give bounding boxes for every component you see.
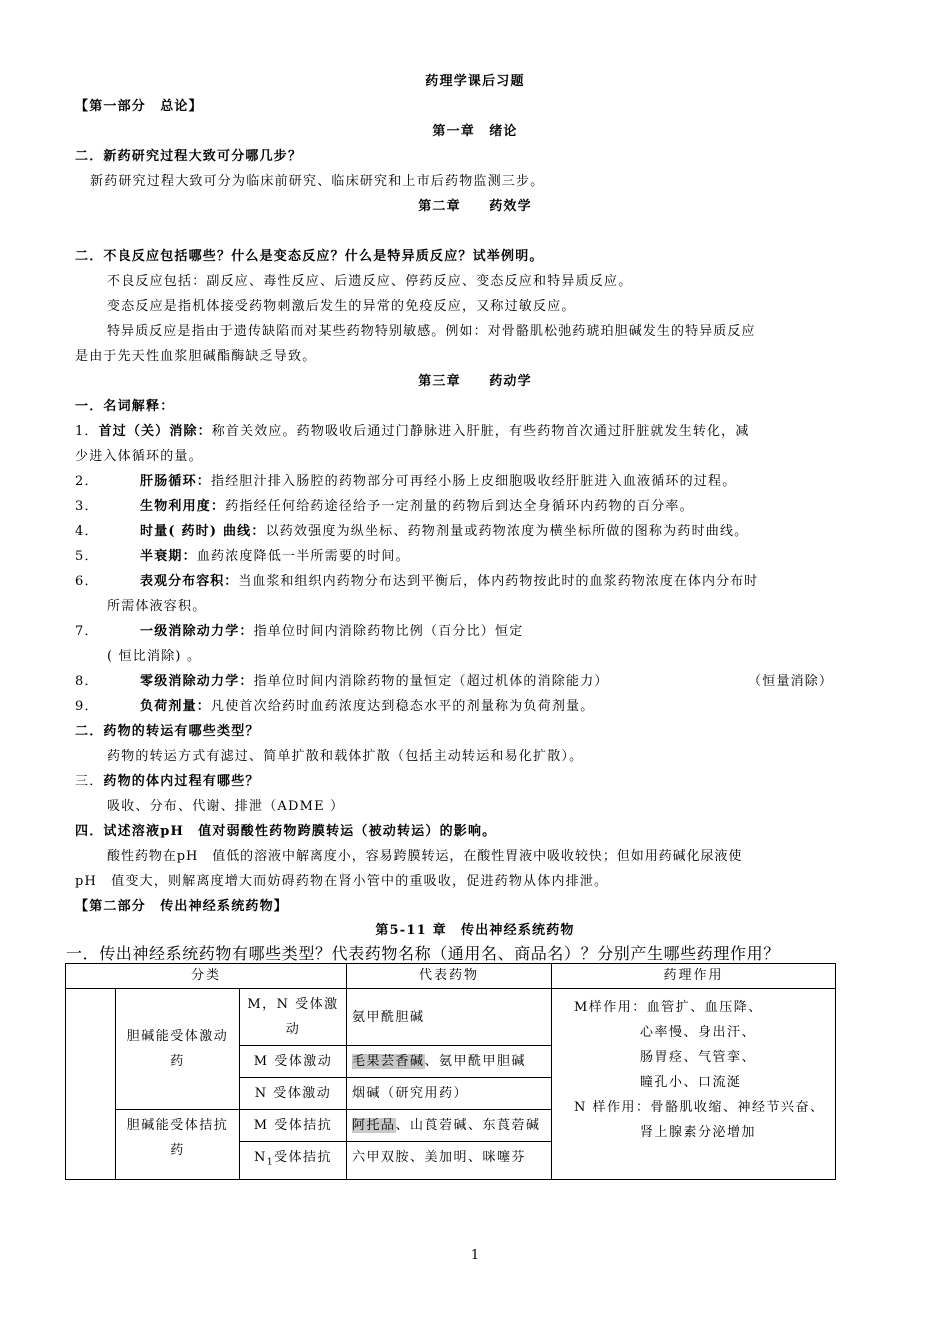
term-number: 4． (75, 524, 99, 539)
empty-category-cell (66, 989, 116, 1180)
effect-line: 肾上腺素分泌增加 (640, 1125, 757, 1140)
term-item (75, 423, 749, 441)
drug-cell: 氨甲酰胆碱 (347, 989, 552, 1046)
subtype-cell: M 受体激动 (240, 1046, 347, 1078)
term-definition-continued: 所需体液容积。 (107, 599, 207, 614)
term-number: 6． (75, 574, 99, 589)
term-name: 时量( 药时) 曲线： (140, 524, 266, 539)
term-definition: 凡使首次给药时血药浓度达到稳态水平的剂量称为负荷剂量。 (211, 699, 595, 714)
term-number: 1． (75, 424, 99, 439)
term-definition: 指单位时间内消除药物比例（百分比）恒定 (253, 624, 524, 639)
effect-cell (552, 989, 836, 1180)
term-number: 3． (75, 499, 99, 514)
drug-names: 、山莨菪碱、东莨菪碱 (395, 1118, 541, 1133)
highlighted-drug: 阿托品 (352, 1118, 396, 1133)
term-definition: 指经胆汁排入肠腔的药物部分可再经小肠上皮细胞吸收经肝脏进入血液循环的过程。 (211, 474, 737, 489)
term-definition: 药指经任何给药途径给予一定剂量的药物后到达全身循环内药物的百分率。 (225, 499, 694, 514)
term-name: 生物利用度： (140, 499, 226, 514)
answer: 变态反应是指机体接受药物刺激后发生的异常的免疫反应，又称过敏反应。 (107, 299, 576, 314)
term-definition: 称首关效应。药物吸收后通过门静脉进入肝脏，有些药物首次通过肝脏就发生转化，减 (211, 424, 750, 439)
chapter-title: 第一章 绪论 (432, 124, 518, 139)
effect-line: 肠胃痉、气管挛、 (640, 1050, 757, 1065)
term-number: 5． (75, 549, 99, 564)
effect-line: M样作用：血管扩、血压降、 (574, 1000, 763, 1015)
answer: 新药研究过程大致可分为临床前研究、临床研究和上市后药物监测三步。 (90, 174, 545, 189)
question-number: 三． (75, 774, 104, 789)
column-header: 药理作用 (552, 964, 836, 989)
term-number: 2． (75, 474, 99, 489)
table-header-row (66, 964, 836, 989)
term-item (140, 473, 736, 491)
drug-cell (347, 1110, 552, 1142)
question: 二．药物的转运有哪些类型？ (75, 724, 260, 739)
drug-cell (347, 1046, 552, 1078)
subtype-cell (240, 1142, 347, 1180)
part-heading: 【第二部分 传出神经系统药物】 (75, 899, 289, 914)
term-note: （恒量消除） (748, 674, 834, 689)
term-item (140, 623, 523, 641)
answer-continued: 是由于先天性血浆胆碱酯酶缺乏导致。 (75, 349, 317, 364)
term-item (140, 498, 694, 516)
question: 二．不良反应包括哪些？什么是变态反应？什么是特异质反应？试举例明。 (75, 249, 544, 264)
term-name: 肝肠循环： (140, 474, 212, 489)
answer: 药物的转运方式有滤过、简单扩散和载体扩散（包括主动转运和易化扩散）。 (107, 749, 584, 764)
question: 四．试述溶液pH 值对弱酸性药物跨膜转运（被动转运）的影响。 (75, 824, 497, 839)
effect-line: N 样作用：骨骼肌收缩、神经节兴奋、 (574, 1100, 825, 1115)
highlighted-drug: 毛果芸香碱 (352, 1054, 425, 1069)
section-heading: 一．名词解释： (75, 399, 175, 414)
term-name: 零级消除动力学： (140, 674, 254, 689)
drug-cell: 烟碱（研究用药） (347, 1078, 552, 1110)
term-definition: 以药效强度为纵坐标、药物剂量或药物浓度为横坐标所做的图称为药时曲线。 (265, 524, 749, 539)
drug-classification-table (65, 963, 836, 1180)
term-name: 首过（关）消除： (98, 424, 212, 439)
drug-cell: 六甲双胺、美加明、咪噻芬 (347, 1142, 552, 1180)
chapter-title: 第5-11 章 传出神经系统药物 (375, 923, 575, 938)
subtype-cell: N 受体激动 (240, 1078, 347, 1110)
term-number: 8． (75, 674, 99, 689)
table-row (66, 989, 836, 1046)
subtype-cell: M，N 受体激动 (240, 989, 347, 1046)
term-item (140, 548, 410, 566)
answer: 特异质反应是指由于遗传缺陷而对某些药物特别敏感。例如：对骨骼肌松弛药琥珀胆碱发生的特异质反应 (107, 324, 756, 339)
term-definition: 指单位时间内消除药物的量恒定（超过机体的消除能力） (253, 674, 609, 689)
answer-continued: pH 值变大，则解离度增大而妨碍药物在肾小管中的重吸收，促进药物从体内排泄。 (75, 874, 609, 889)
receptor-symbol: N (253, 1150, 267, 1165)
term-name: 表观分布容积： (140, 574, 239, 589)
answer: 酸性药物在pH 值低的溶液中解离度小，容易跨膜转运，在酸性胃液中吸收较快；但如用药碱化尿液使 (107, 849, 743, 864)
effect-line: 瞳孔小、口流涎 (640, 1075, 742, 1090)
receptor-subscript: 1 (266, 1157, 275, 1168)
question: 一．传出神经系统药物有哪些类型？代表药物名称（通用名、商品名）？分别产生哪些药理作用？ (66, 944, 780, 963)
column-header: 代表药物 (347, 964, 552, 989)
part-heading: 【第一部分 总论】 (75, 99, 203, 114)
term-name: 负荷剂量： (140, 699, 212, 714)
question-text: 药物的体内过程有哪些？ (103, 774, 260, 789)
group-cell: 胆碱能受体拮抗药 (116, 1110, 240, 1180)
term-item (140, 698, 594, 716)
page-number: 1 (470, 1248, 480, 1263)
term-name: 一级消除动力学： (140, 624, 254, 639)
receptor-label: 受体拮抗 (274, 1150, 333, 1165)
term-definition-continued: 少进入体循环的量。 (75, 449, 203, 464)
effect-line: 心率慢、身出汗、 (640, 1025, 757, 1040)
chapter-title: 第二章 药效学 (418, 199, 532, 214)
answer: 吸收、分布、代谢、排泄（ADME ） (107, 799, 345, 814)
term-item (140, 673, 609, 691)
subtype-cell: M 受体拮抗 (240, 1110, 347, 1142)
term-number: 7． (75, 624, 99, 639)
answer: 不良反应包括：副反应、毒性反应、后遗反应、停药反应、变态反应和特异质反应。 (107, 274, 633, 289)
term-item (140, 573, 758, 591)
chapter-title: 第三章 药动学 (418, 374, 532, 389)
term-item (140, 523, 748, 541)
term-definition: 血药浓度降低一半所需要的时间。 (196, 549, 410, 564)
drug-names: 、氨甲酰甲胆碱 (424, 1054, 527, 1069)
question (75, 773, 260, 791)
term-number: 9． (75, 699, 99, 714)
question: 二．新药研究过程大致可分哪几步？ (75, 149, 303, 164)
term-definition: 当血浆和组织内药物分布达到平衡后，体内药物按此时的血浆药物浓度在体内分布时 (238, 574, 759, 589)
term-name: 半衰期： (140, 549, 197, 564)
group-cell: 胆碱能受体激动药 (116, 989, 240, 1110)
column-header: 分类 (66, 964, 347, 989)
term-definition-continued: ( 恒比消除) 。 (107, 649, 202, 664)
document-title: 药理学课后习题 (425, 74, 525, 89)
